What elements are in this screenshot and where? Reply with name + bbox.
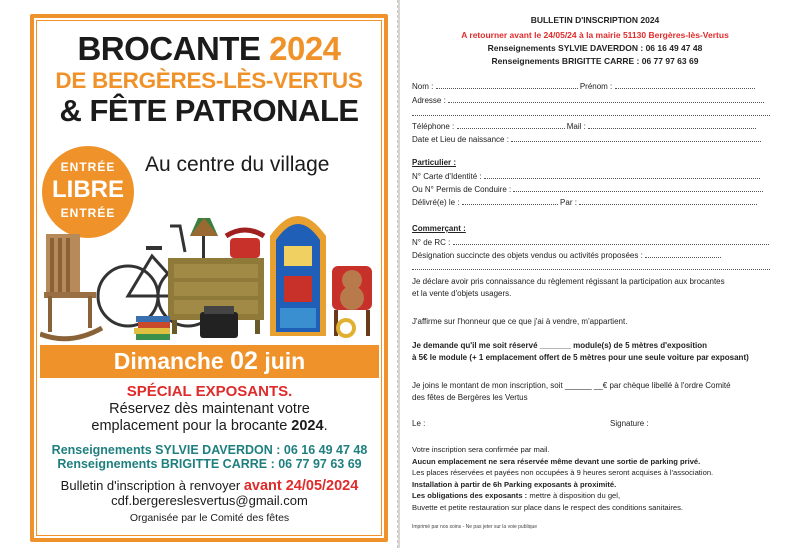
date-day: 02 bbox=[230, 347, 258, 375]
commercant-heading: Commerçant : bbox=[412, 224, 466, 233]
badge-main-text: LIBRE bbox=[52, 176, 124, 203]
designation-field-row[interactable] bbox=[412, 251, 774, 260]
reserve-line-2: emplacement pour la brocante 2024. bbox=[91, 418, 328, 434]
module-request-line-2: à 5€ le module (+ 1 emplacement offert de 5 mètres pour une seule voiture par exposant) bbox=[412, 353, 749, 362]
jukebox-icon bbox=[270, 216, 326, 336]
adresse-label: Adresse : bbox=[412, 96, 446, 105]
adresse-field-row[interactable] bbox=[412, 96, 774, 105]
form-contact-brigitte: Renseignements BRIGITTE CARRE : 06 77 97 63 69 bbox=[491, 56, 699, 66]
flyer-panel bbox=[0, 0, 398, 548]
telephone-blank[interactable] bbox=[457, 122, 565, 129]
delivre-blank[interactable] bbox=[462, 198, 558, 205]
village-tagline: Au centre du village bbox=[145, 153, 330, 176]
designation-line-2[interactable] bbox=[412, 263, 774, 272]
telephone-icon bbox=[226, 230, 264, 258]
rc-label: N° de RC : bbox=[412, 238, 451, 247]
adresse-blank-2[interactable] bbox=[412, 109, 770, 116]
reserve-year: 2024 bbox=[291, 418, 324, 434]
bulletin-deadline: avant 24/05/2024 bbox=[243, 478, 359, 494]
note-obligations bbox=[412, 490, 792, 502]
flyer-title bbox=[36, 30, 382, 68]
note-obligations-label: Les obligations des exposants : bbox=[412, 491, 528, 500]
badge-bottom-text: ENTRÉE bbox=[60, 206, 116, 220]
carte-blank[interactable] bbox=[484, 172, 760, 179]
designation-blank-2[interactable] bbox=[412, 263, 770, 270]
naissance-field-row[interactable] bbox=[412, 135, 774, 144]
contact-email: cdf.bergereslesvertus@gmail.com bbox=[111, 493, 308, 508]
declaration-line-1: Je déclare avoir pris connaissance du règlement régissant la participation aux brocantes bbox=[412, 277, 725, 286]
rc-field-row[interactable] bbox=[412, 238, 774, 247]
rocking-chair-icon bbox=[40, 234, 102, 339]
printed-footer: Imprimé par nos soins - Ne pas jeter sur la voie publique bbox=[412, 524, 538, 530]
date-signature-label: Le : bbox=[412, 419, 426, 428]
note-confirmation: Votre inscription sera confirmée par mail. bbox=[412, 445, 550, 454]
form-return-note: A retourner avant le 24/05/24 à la mairie 51130 Bergères-lès-Vertus bbox=[461, 30, 729, 40]
badge-top-text: ENTRÉE bbox=[60, 160, 116, 174]
par-label: Par : bbox=[560, 198, 577, 207]
mail-blank[interactable] bbox=[588, 122, 756, 129]
carte-label: N° Carte d'Identité : bbox=[412, 172, 482, 181]
signature-label: Signature : bbox=[610, 419, 649, 428]
par-blank[interactable] bbox=[579, 198, 757, 205]
books-icon bbox=[134, 316, 170, 340]
telephone-field-row[interactable] bbox=[412, 122, 774, 131]
module-request-text bbox=[412, 340, 790, 364]
note-unoccupied: Les places réservées et payées non occupées à 9 heures seront acquises à l'association. bbox=[412, 468, 714, 477]
note-installation: Installation à partir de 6h Parking exposants à proximité. bbox=[412, 479, 617, 489]
payment-line-1: Je joins le montant de mon inscription, soit ______ __€ par chèque libellé à l'ordre Comité bbox=[412, 381, 731, 390]
prenom-label: Prénom : bbox=[579, 82, 613, 91]
lamp-icon bbox=[190, 218, 218, 262]
permis-label: Ou N° Permis de Conduire : bbox=[412, 185, 512, 194]
declaration-text bbox=[412, 276, 787, 300]
bulletin-deadline-text bbox=[40, 478, 379, 494]
note-obligations-text: mettre à disposition du gel, bbox=[527, 491, 621, 500]
contact-sylvie: Renseignements SYLVIE DAVERDON : 06 16 49 47 48 bbox=[51, 443, 368, 457]
adresse-line-2[interactable] bbox=[412, 109, 774, 118]
note-buvette: Buvette et petite restauration sur place dans le respect des conditions sanitaires. bbox=[412, 502, 683, 512]
flyer-subtitle: DE BERGÈRES-LÈS-VERTUS bbox=[55, 68, 363, 93]
form-title: BULLETIN D'INSCRIPTION 2024 bbox=[530, 15, 660, 25]
organiser-text: Organisée par le Comité des fêtes bbox=[129, 512, 290, 524]
module-request-line-1: Je demande qu'il me soit réservé _______ module(s) de 5 mètres d'exposition bbox=[412, 341, 708, 350]
flyer-title-word: BROCANTE bbox=[77, 30, 261, 67]
carte-field-row[interactable] bbox=[412, 172, 774, 181]
special-exposants-heading: SPÉCIAL EXPOSANTS. bbox=[126, 383, 293, 400]
notes-block bbox=[412, 444, 792, 513]
adresse-blank[interactable] bbox=[448, 96, 764, 103]
typewriter-icon bbox=[200, 306, 238, 338]
bulletin-text: Bulletin d'inscription à renvoyer bbox=[60, 478, 241, 493]
mail-label: Mail : bbox=[566, 122, 586, 131]
rc-blank[interactable] bbox=[453, 238, 769, 245]
delivre-field-row[interactable] bbox=[412, 198, 774, 207]
flyer-title-line3: & FÊTE PATRONALE bbox=[59, 93, 359, 128]
permis-field-row[interactable] bbox=[412, 185, 774, 194]
registration-form-panel bbox=[400, 0, 800, 548]
delivre-label: Délivré(e) le : bbox=[412, 198, 460, 207]
designation-blank[interactable] bbox=[645, 251, 721, 258]
date-month: juin bbox=[264, 348, 306, 374]
prenom-blank[interactable] bbox=[615, 82, 755, 89]
reserve-line-2-text: emplacement pour la brocante bbox=[91, 418, 288, 434]
reserve-text bbox=[40, 401, 379, 435]
payment-text bbox=[412, 380, 790, 404]
note-parking: Aucun emplacement ne sera réservée même devant une sortie de parking privé. bbox=[412, 456, 701, 466]
form-contact-sylvie: Renseignements SYLVIE DAVERDON : 06 16 49 47 48 bbox=[487, 43, 703, 53]
telephone-label: Téléphone : bbox=[412, 122, 455, 131]
brocante-objects-illustration bbox=[40, 196, 380, 346]
permis-blank[interactable] bbox=[513, 185, 763, 192]
naissance-blank[interactable] bbox=[511, 135, 761, 142]
affirmation-text: J'affirme sur l'honneur que ce que j'ai à vendre, m'appartient. bbox=[412, 317, 628, 326]
payment-line-2: des fêtes de Bergères les Vertus bbox=[412, 393, 528, 402]
event-date-banner bbox=[40, 345, 379, 378]
nom-field-row[interactable] bbox=[412, 82, 774, 91]
reserve-line-1: Réservez dès maintenant votre bbox=[109, 401, 310, 417]
naissance-label: Date et Lieu de naissance : bbox=[412, 135, 509, 144]
nom-label: Nom : bbox=[412, 82, 434, 91]
clock-icon bbox=[336, 318, 356, 338]
declaration-line-2: et la vente d'objets usagers. bbox=[412, 289, 512, 298]
nom-blank[interactable] bbox=[436, 82, 578, 89]
designation-label: Désignation succincte des objets vendus ou activités proposées : bbox=[412, 251, 643, 260]
date-prefix: Dimanche bbox=[113, 348, 224, 374]
particulier-heading: Particulier : bbox=[412, 158, 457, 167]
contact-brigitte: Renseignements BRIGITTE CARRE : 06 77 97 63 69 bbox=[57, 457, 362, 471]
flyer-title-year: 2024 bbox=[269, 30, 341, 67]
